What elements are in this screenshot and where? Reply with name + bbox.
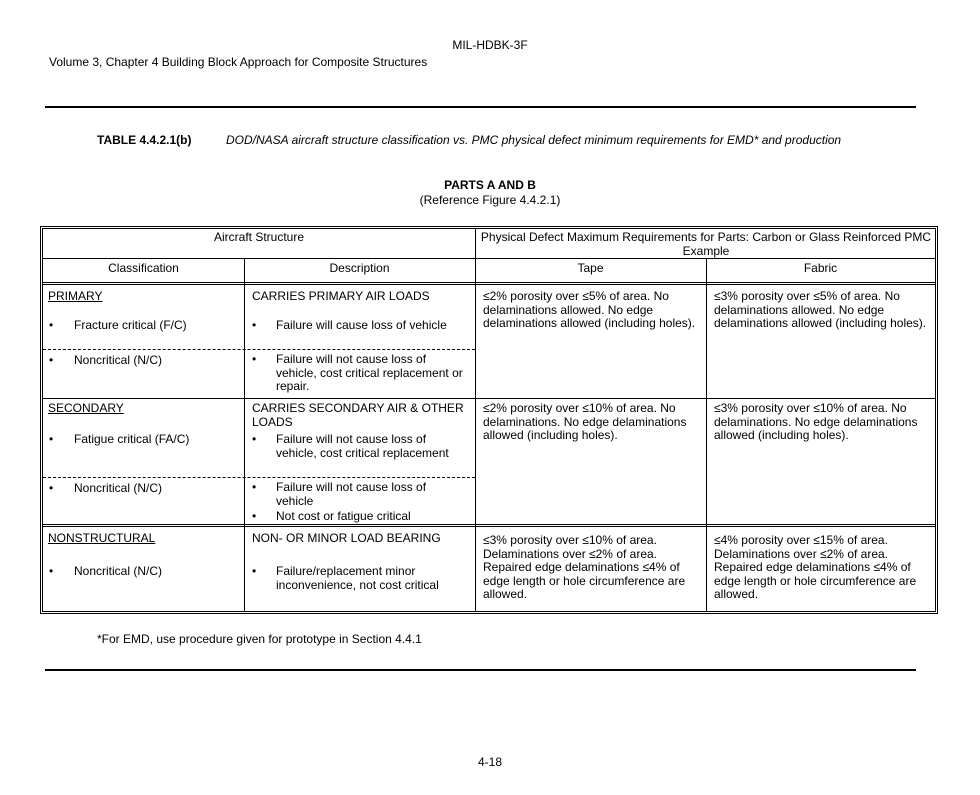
table-line: [244, 258, 245, 611]
column-header-classification: Classification: [108, 261, 179, 275]
bullet: •: [252, 432, 257, 446]
primary-title: PRIMARY: [48, 289, 103, 303]
secondary-title: SECONDARY: [48, 401, 124, 415]
table-line: [43, 282, 935, 285]
bullet: •: [252, 352, 257, 366]
bullet: •: [49, 432, 54, 446]
secondary-tape-requirement: ≤2% porosity over ≤10% of area. No delaminations. No edge delaminations allowed (including holes).: [483, 401, 687, 442]
secondary-description-2: Failure will not cause loss of vehicle: [276, 480, 427, 508]
primary-description-2: Failure will not cause loss of vehicle, cost critical replacement or repair.: [276, 352, 463, 393]
secondary-fabric-requirement: ≤3% porosity over ≤10% of area. No delaminations. No edge delaminations allowed (including holes).: [714, 401, 918, 442]
secondary-description-title: CARRIES SECONDARY AIR & OTHER LOADS: [252, 401, 464, 429]
column-header-description: Description: [329, 261, 390, 275]
primary-fabric-requirement: ≤3% porosity over ≤5% of area. No delaminations allowed. No edge delaminations allowed (including holes).: [714, 289, 927, 330]
page-number: 4-18: [477, 755, 503, 769]
table-caption: DOD/NASA aircraft structure classification vs. PMC physical defect minimum requirements for EMD* and production: [226, 133, 842, 147]
nonstructural-item-noncritical: Noncritical (N/C): [74, 564, 163, 578]
secondary-item-noncritical: Noncritical (N/C): [74, 481, 163, 495]
table-dashed-line: [43, 349, 475, 350]
primary-tape-requirement: ≤2% porosity over ≤5% of area. No delaminations allowed. No edge delaminations allowed (including holes).: [483, 289, 696, 330]
table-line: [43, 258, 935, 259]
nonstructural-fabric-requirement: ≤4% porosity over ≤15% of area. Delaminations over ≤2% of area. Repaired edge delaminations ≤4% of edge length or hole circumference are allowed.: [714, 533, 917, 601]
document-volume-line: Volume 3, Chapter 4 Building Block Approach for Composite Structures: [49, 55, 428, 69]
bullet: •: [49, 318, 54, 332]
bullet: •: [49, 353, 54, 367]
bullet: •: [252, 509, 257, 523]
table-parts-title: PARTS A AND B: [444, 178, 536, 192]
secondary-item-fatigue-critical: Fatigue critical (FA/C): [74, 432, 190, 446]
nonstructural-description-1: Failure/replacement minor inconvenience, not cost critical: [276, 564, 439, 592]
bullet: •: [252, 318, 257, 332]
secondary-description-1: Failure will not cause loss of vehicle, cost critical replacement: [276, 432, 449, 460]
secondary-description-3: Not cost or fatigue critical: [276, 509, 411, 523]
nonstructural-description-title: NON- OR MINOR LOAD BEARING: [252, 531, 441, 545]
table-line: [43, 398, 935, 399]
table-footnote: *For EMD, use procedure given for prototype in Section 4.4.1: [97, 632, 422, 646]
group-header-aircraft-structure: Aircraft Structure: [213, 230, 305, 244]
primary-item-fracture-critical: Fracture critical (F/C): [74, 318, 187, 332]
header-rule: [45, 106, 916, 108]
document-standard-id: MIL-HDBK-3F: [452, 38, 528, 52]
nonstructural-tape-requirement: ≤3% porosity over ≤10% of area. Delaminations over ≤2% of area. Repaired edge delaminations ≤4% of edge length or hole circumference are allowed.: [483, 533, 686, 601]
table-line: [475, 229, 476, 611]
primary-description-1: Failure will cause loss of vehicle: [276, 318, 447, 332]
bullet: •: [252, 564, 257, 578]
bullet: •: [49, 481, 54, 495]
column-header-fabric: Fabric: [803, 261, 838, 275]
table-line: [706, 258, 707, 611]
nonstructural-title: NONSTRUCTURAL: [48, 531, 156, 545]
footer-rule: [45, 669, 916, 671]
table-reference: (Reference Figure 4.4.2.1): [419, 193, 561, 207]
table-number: TABLE 4.4.2.1(b): [97, 133, 192, 147]
bullet: •: [49, 564, 54, 578]
table-dashed-line: [43, 477, 475, 478]
bullet: •: [252, 480, 257, 494]
primary-description-title: CARRIES PRIMARY AIR LOADS: [252, 289, 430, 303]
column-header-tape: Tape: [577, 261, 604, 275]
group-header-defect-requirements: Physical Defect Maximum Requirements for Parts: Carbon or Glass Reinforced PMC Example: [480, 230, 932, 258]
table-line: [43, 524, 935, 527]
primary-item-noncritical: Noncritical (N/C): [74, 353, 163, 367]
